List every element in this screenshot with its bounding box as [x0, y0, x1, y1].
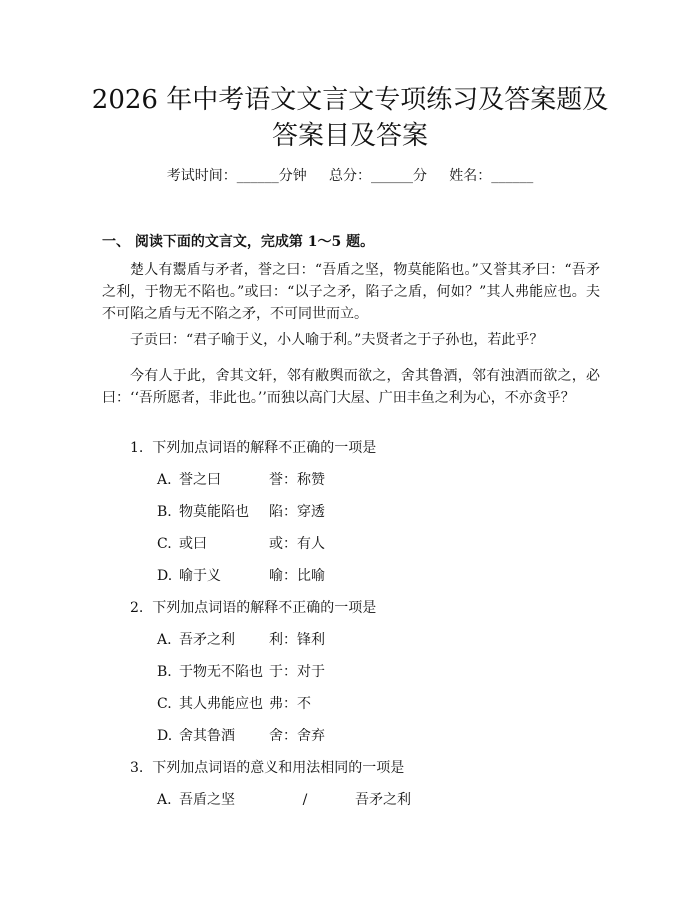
option-letter: C.: [157, 696, 172, 712]
option-explanation: 喻：比喻: [269, 568, 325, 584]
option-explanation: 弗：不: [269, 696, 311, 712]
question-2-option-c: [157, 693, 311, 715]
question-3-option-a: [157, 789, 411, 811]
passage-paragraph-2: 子贡曰：“君子喻于义，小人喻于利。”夫贤者之于子孙也，若此乎？: [130, 332, 544, 348]
option-word: 舍其鲁酒: [179, 728, 235, 744]
passage-paragraph-1: 楚人有鬻盾与矛者，誉之曰：“吾盾之坚，物莫能陷也。”又誉其矛曰：“吾矛之利，于物无不陷也。”或曰：“以子之矛，陷子之盾，何如？”其人弗能应也。夫不可陷之盾与无不陷之矛，不可同世而立。: [102, 262, 600, 322]
option-letter: B.: [157, 504, 172, 520]
exam-meta-line: 考试时间：______分钟 总分：______分 姓名：______: [166, 168, 534, 184]
question-3-stem: 3. 下列加点词语的意义和用法相同的一项是: [130, 760, 405, 776]
question-2-stem: 2. 下列加点词语的解释不正确的一项是: [130, 600, 377, 616]
option-letter: A.: [157, 792, 172, 808]
question-2-option-b: [157, 661, 325, 683]
question-1-option-b: [157, 501, 325, 523]
option-left-phrase: 吾盾之坚: [179, 792, 235, 808]
option-letter: D.: [157, 568, 173, 584]
question-1-stem: 1. 下列加点词语的解释不正确的一项是: [130, 440, 377, 456]
option-right-phrase: 吾矛之利: [355, 792, 411, 808]
option-letter: D.: [157, 728, 173, 744]
option-word: 誉之曰: [179, 472, 221, 488]
option-word: 吾矛之利: [179, 632, 235, 648]
question-2-option-a: [157, 629, 325, 651]
section-heading: 一、 阅读下面的文言文，完成第 1～5 题。: [102, 234, 375, 250]
option-word: 或曰: [179, 536, 207, 552]
option-explanation: 舍：舍弃: [269, 728, 325, 744]
passage-paragraph-3: 今有人于此，舍其文轩，邻有敝舆而欲之，舍其鲁酒，邻有浊酒而欲之，必曰：‘‘吾所愿者，非此也。’’而独以高门大屋、广田丰鱼之利为心，不亦贪乎？: [102, 368, 600, 406]
question-1-option-d: [157, 565, 325, 587]
question-2-option-d: [157, 725, 325, 747]
option-letter: B.: [157, 664, 172, 680]
question-1-option-c: [157, 533, 325, 555]
option-letter: C.: [157, 536, 172, 552]
option-word: 于物无不陷也: [179, 664, 263, 680]
option-explanation: 或：有人: [269, 536, 325, 552]
document-title-line-1: 2026 年中考语文文言文专项练习及答案题及: [91, 85, 609, 115]
option-separator: /: [302, 792, 308, 808]
option-explanation: 陷：穿透: [269, 504, 325, 520]
option-word: 物莫能陷也: [179, 504, 249, 520]
option-word: 其人弗能应也: [179, 696, 263, 712]
option-letter: A.: [157, 632, 172, 648]
option-explanation: 于：对于: [269, 664, 325, 680]
document-title-line-2: 答案目及答案: [271, 121, 428, 151]
option-word: 喻于义: [179, 568, 221, 584]
option-explanation: 利：锋利: [269, 632, 325, 648]
question-1-option-a: [157, 469, 325, 491]
option-letter: A.: [157, 472, 172, 488]
option-explanation: 誉：称赞: [269, 472, 325, 488]
